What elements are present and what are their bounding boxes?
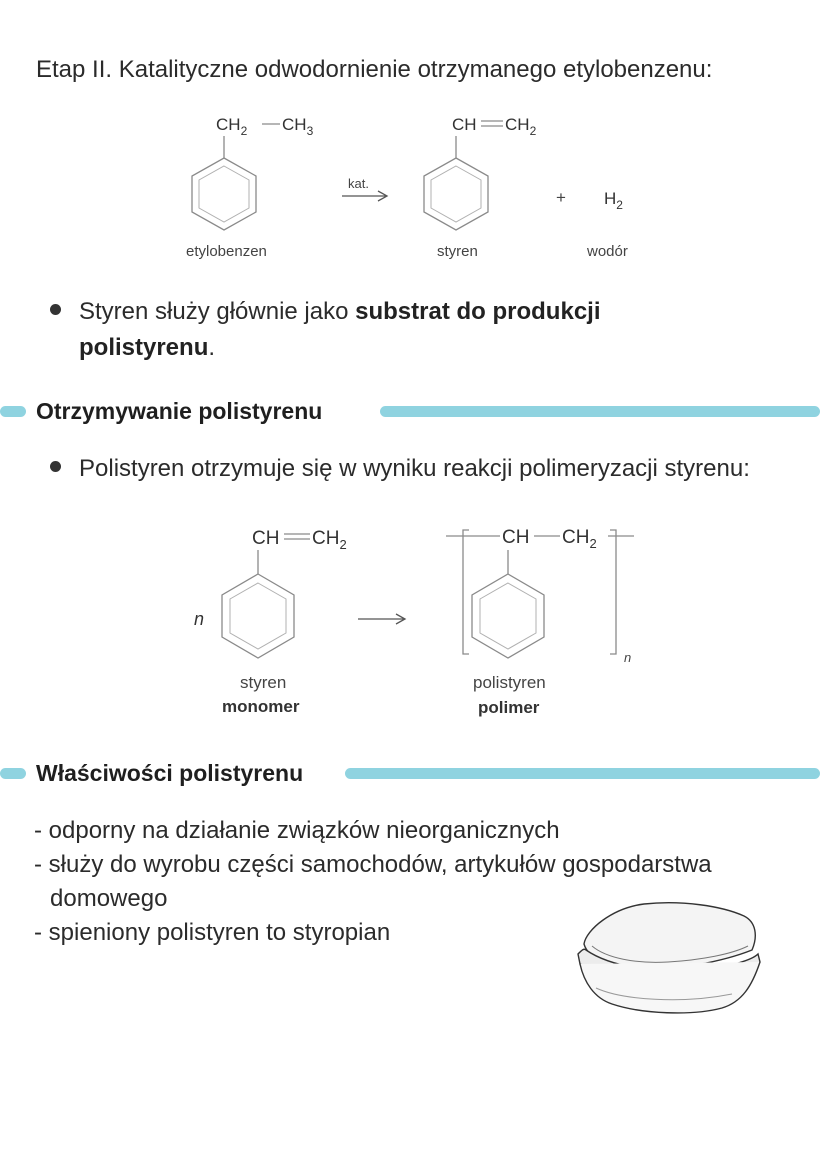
section-bar-right [345,768,820,779]
property-item: - służy do wyrobu części samochodów, artykułów gospodarstwa [34,851,712,878]
section-bar-right [380,406,820,417]
hydrogen-label: wodór [587,243,628,260]
right-bracket [610,530,616,654]
property-item-continuation: domowego [50,885,168,912]
styrene-formula-ch2: $CH_2$ [505,115,537,138]
styrene-monomer-structure [194,528,347,716]
ethylbenzene-formula-ch3: $CH_3$ [282,115,314,138]
styrene-structure [424,115,537,260]
bullet-polymerization [50,451,750,487]
benzene-ring [222,574,294,658]
polymerization-reaction-scheme [0,512,828,722]
property-item: - spieniony polistyren to styropian [34,919,391,946]
benzene-inner-ring [199,166,249,222]
coefficient-n: n [194,609,205,629]
section-title-properties: Właściwości polistyrenu [36,760,304,786]
ethylbenzene-structure [186,115,314,260]
monomer-formula-ch2: $CH_2$ [312,528,347,552]
left-bracket [463,530,469,654]
intro-heading: Etap II. Katalityczne odwodornienie otrzymanego etylobenzenu: [36,56,713,83]
ethylbenzene-label: etylobenzen [186,243,267,260]
monomer-formula-ch: CH [252,528,280,549]
dehydrogenation-reaction-scheme [0,100,828,270]
benzene-ring [192,158,256,230]
monomer-name-label: styren [240,673,287,692]
monomer-role-label: monomer [222,697,300,716]
styrofoam-container-illustration [572,900,764,1022]
section-bar-left [0,768,26,779]
ethylbenzene-formula-ch2: $CH_2$ [216,115,248,138]
hydrogen-formula: $H_2$ [604,189,623,212]
section-bar-left [0,406,26,417]
styrene-label: styren [437,243,478,260]
benzene-inner-ring [230,583,286,649]
section-title-production: Otrzymywanie polistyrenu [36,398,323,424]
benzene-ring [472,574,544,658]
polymer-role-label: polimer [478,698,540,717]
catalyst-arrow [342,176,387,201]
bullet-styrene-text: Styren służy głównie jako substrat do produkcji polistyrenu. [79,298,601,361]
polymer-subscript-n: n [624,650,632,665]
benzene-inner-ring [431,166,481,222]
styrene-formula-ch: CH [452,115,477,134]
bullet-icon [50,304,61,315]
bullet-polymerization-text: Polistyren otrzymuje się w wyniku reakcji polimeryzacji styrenu: [79,455,750,482]
bullet-icon [50,461,61,472]
polymer-name-label: polistyren [473,673,546,692]
polymer-formula-ch2: $CH_2$ [562,527,597,551]
reaction-arrow [358,614,405,624]
bullet-styrene-use [50,294,601,366]
plus-sign: + [556,188,566,207]
catalyst-label: kat. [348,176,369,191]
polystyrene-polymer-structure [446,527,634,717]
benzene-ring [424,158,488,230]
benzene-inner-ring [480,583,536,649]
property-item: - odporny na działanie związków nieorganicznych [34,817,560,844]
polymer-formula-ch: CH [502,527,530,548]
